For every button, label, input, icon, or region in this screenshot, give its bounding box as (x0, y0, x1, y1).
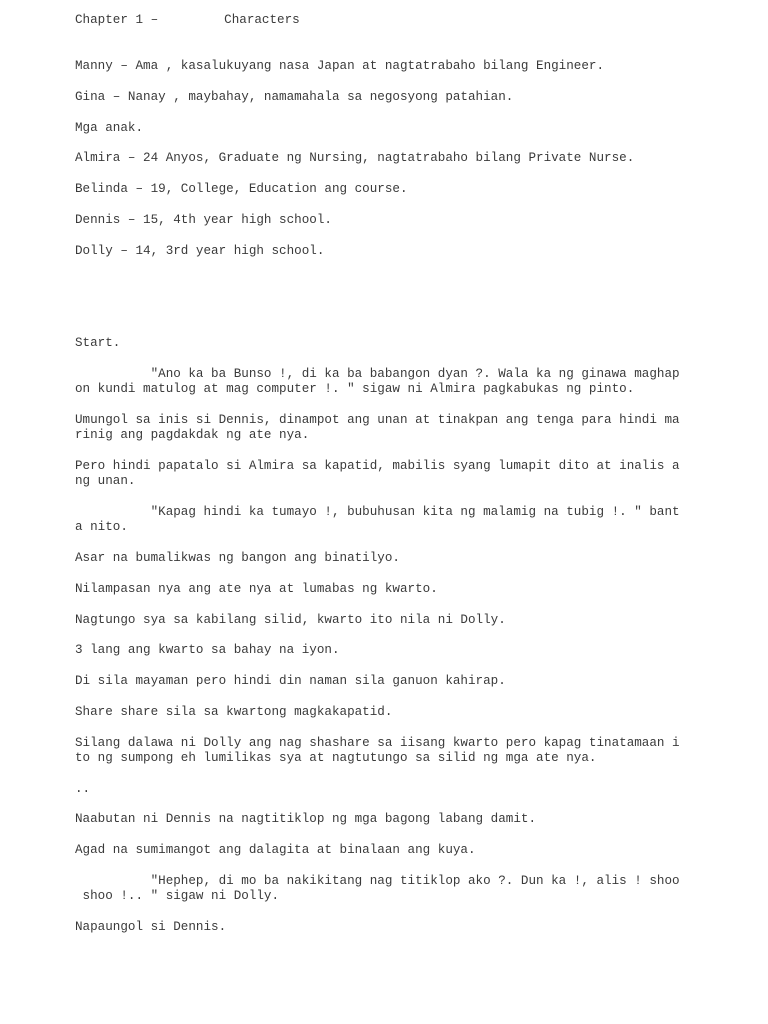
paragraph: .. (75, 782, 91, 796)
paragraph-line: to ng sumpong eh lumilikas sya at nagtutungo sa silid ng mga ate nya. (75, 751, 597, 765)
paragraph-line: "Hephep, di mo ba nakikitang nag titiklop ako ?. Dun ka !, alis ! shoo (75, 874, 680, 888)
character-gina: Gina – Nanay , maybahay, namamahala sa negosyong patahian. (75, 90, 514, 104)
children-label: Mga anak. (75, 121, 144, 135)
paragraph: Di sila mayaman pero hindi din naman sila ganuon kahirap. (75, 674, 506, 688)
paragraph-line: ng unan. (75, 474, 136, 488)
paragraph-line: Umungol sa inis si Dennis, dinampot ang unan at tinakpan ang tenga para hindi ma (75, 413, 680, 427)
paragraph: Nagtungo sya sa kabilang silid, kwarto ito nila ni Dolly. (75, 613, 506, 627)
paragraph: Naabutan ni Dennis na nagtitiklop ng mga bagong labang damit. (75, 812, 537, 826)
chapter-title: Characters (224, 13, 300, 27)
character-belinda: Belinda – 19, College, Education ang course. (75, 182, 408, 196)
paragraph-line: rinig ang pagdakdak ng ate nya. (75, 428, 310, 442)
paragraph-line: shoo !.. " sigaw ni Dolly. (75, 889, 280, 903)
paragraph-line: "Kapag hindi ka tumayo !, bubuhusan kita ng malamig na tubig !. " bant (75, 505, 680, 519)
paragraph: Napaungol si Dennis. (75, 920, 227, 934)
character-dolly: Dolly – 14, 3rd year high school. (75, 244, 325, 258)
paragraph: Nilampasan nya ang ate nya at lumabas ng kwarto. (75, 582, 438, 596)
chapter-heading (75, 13, 300, 28)
character-dennis: Dennis – 15, 4th year high school. (75, 213, 332, 227)
paragraph: Asar na bumalikwas ng bangon ang binatilyo. (75, 551, 400, 565)
paragraph-line: a nito. (75, 520, 128, 534)
paragraph: Share share sila sa kwartong magkakapatid. (75, 705, 393, 719)
character-manny: Manny – Ama , kasalukuyang nasa Japan at nagtatrabaho bilang Engineer. (75, 59, 605, 73)
paragraph-line: on kundi matulog at mag computer !. " sigaw ni Almira pagkabukas ng pinto. (75, 382, 635, 396)
character-almira: Almira – 24 Anyos, Graduate ng Nursing, nagtatrabaho bilang Private Nurse. (75, 151, 635, 165)
chapter-number: Chapter 1 – (75, 13, 159, 27)
paragraph: Agad na sumimangot ang dalagita at binalaan ang kuya. (75, 843, 476, 857)
story-start: Start. (75, 336, 121, 350)
paragraph-line: "Ano ka ba Bunso !, di ka ba babangon dyan ?. Wala ka ng ginawa maghap (75, 367, 680, 381)
paragraph: 3 lang ang kwarto sa bahay na iyon. (75, 643, 340, 657)
paragraph-line: Silang dalawa ni Dolly ang nag shashare sa iisang kwarto pero kapag tinatamaan i (75, 736, 680, 750)
paragraph-line: Pero hindi papatalo si Almira sa kapatid, mabilis syang lumapit dito at inalis a (75, 459, 680, 473)
